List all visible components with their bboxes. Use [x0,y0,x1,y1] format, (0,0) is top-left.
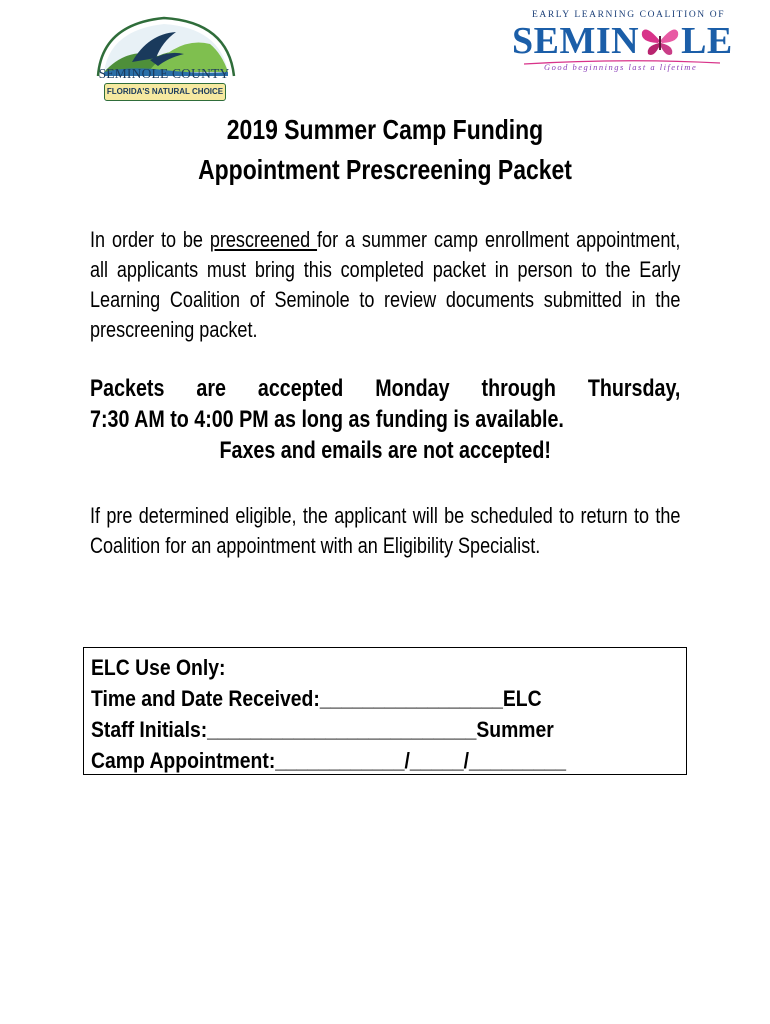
intro-paragraph [90,225,680,345]
elc-logo-top-line: EARLY LEARNING COALITION OF [532,10,726,20]
notice-line-3: Faxes and emails are not accepted! [219,437,551,464]
eligibility-paragraph: If pre determined eligible, the applicant will be scheduled to return to the Coalition for an appointment with an Eligibility Specialist. [90,503,681,558]
time-date-received-field: Time and Date Received:_________________ELC [91,686,542,711]
elc-logo-tagline: Good beginnings last a lifetime [544,62,698,72]
camp-appointment-field: Camp Appointment:____________/_____/_________ [91,748,566,773]
elc-logo-wordmark [512,21,733,61]
elc-use-only-box [83,647,687,775]
seminole-county-tagline: FLORIDA'S NATURAL CHOICE [104,83,226,101]
intro-underlined-word: prescreened [209,227,318,252]
elc-seminole-logo [508,8,733,78]
elc-logo-word-right: LE [681,20,733,62]
notice-line-1: Packets are accepted Monday through Thursday, [90,375,681,402]
seminole-county-logo [88,14,240,104]
page-title [69,110,700,190]
butterfly-icon [640,24,680,58]
elc-use-only-heading: ELC Use Only: [91,655,226,680]
acceptance-notice [90,373,680,466]
intro-text-before: In order to be [90,227,210,252]
staff-initials-field: Staff Initials:_________________________Summer [91,717,554,742]
title-line-1: 2019 Summer Camp Funding [226,114,544,145]
notice-line-2: 7:30 AM to 4:00 PM as long as funding is available. [90,406,564,433]
title-line-2: Appointment Prescreening Packet [198,154,572,185]
elc-logo-word-left: SEMIN [512,20,640,62]
seminole-county-name: SEMINOLE COUNTY [98,66,230,81]
intro-text-after: for a summer camp enrollment appointment, all applicants must bring this completed packet in person to the Early Learning Coalition of Seminole to review documents submitted in the prescreening packet. [90,227,681,342]
elc-use-only-fields [91,652,654,776]
